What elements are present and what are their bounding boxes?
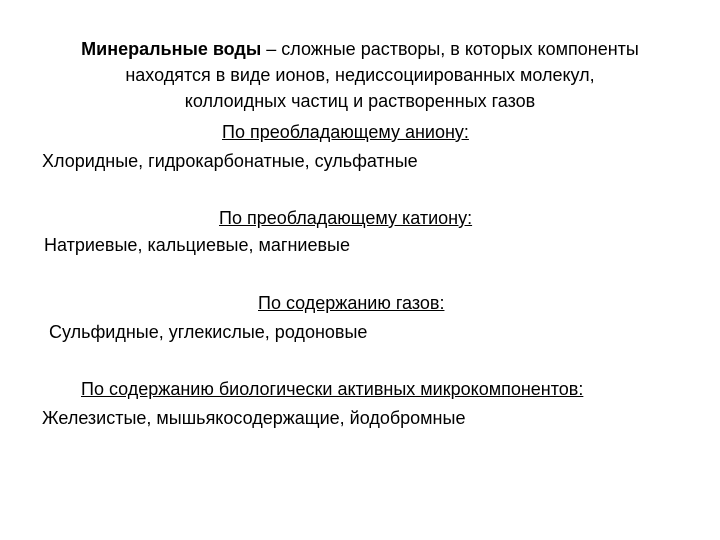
definition-line-1 xyxy=(20,36,700,62)
heading-gases: По содержанию газов: xyxy=(258,293,445,313)
heading-anion: По преобладающему аниону: xyxy=(222,122,469,142)
items-anion: Хлоридные, гидрокарбонатные, сульфатные xyxy=(42,151,418,171)
heading-microcomponents: По содержанию биологически активных микрокомпонентов: xyxy=(81,379,584,399)
definition-line-2: находятся в виде ионов, недиссоциированных молекул, xyxy=(125,65,595,85)
definition-line-3: коллоидных частиц и растворенных газов xyxy=(184,91,536,111)
definition-text: – сложные растворы, в которых компоненты xyxy=(261,39,639,59)
items-gases: Сульфидные, углекислые, родоновые xyxy=(44,322,368,342)
definition-block xyxy=(20,36,700,114)
items-microcomponents: Железистые, мышьякосодержащие, йодобромные xyxy=(42,408,466,428)
heading-cation: По преобладающему катиону: xyxy=(219,208,473,228)
items-cation: Натриевые, кальциевые, магниевые xyxy=(44,235,350,255)
definition-term: Минеральные воды xyxy=(81,39,262,59)
